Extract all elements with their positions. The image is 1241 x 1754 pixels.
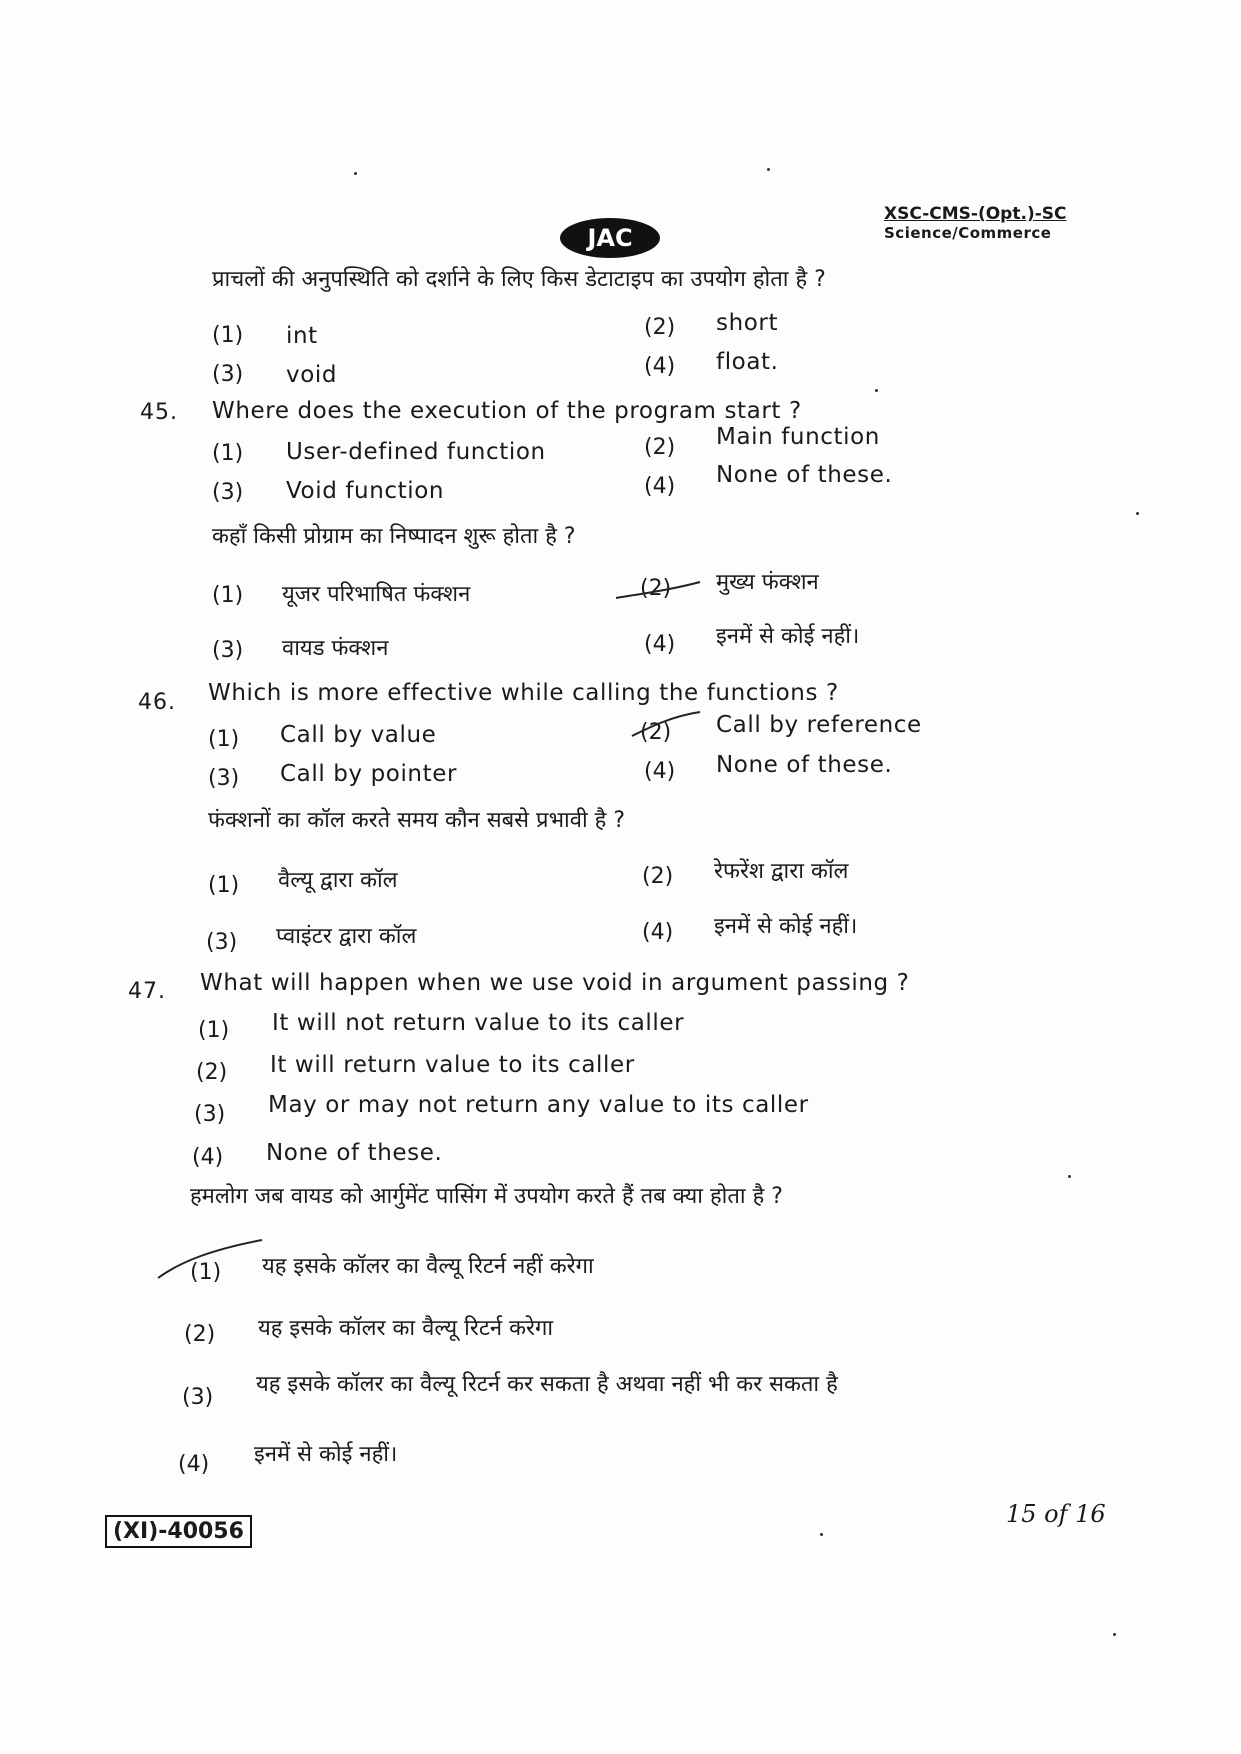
- q46-question-en: Which is more effective while calling the functions ?: [208, 680, 839, 706]
- q44-opt2-num: (2): [644, 315, 676, 340]
- q46-en-opt3-text: Call by pointer: [280, 761, 458, 787]
- q47-number: 47.: [128, 979, 166, 1004]
- q45-number: 45.: [140, 400, 178, 425]
- q44-opt4-num: (4): [644, 354, 676, 379]
- q45-question-en: Where does the execution of the program start ?: [212, 398, 802, 424]
- q47-question-en: What will happen when we use void in argument passing ?: [200, 970, 910, 996]
- q47-en-opt2-num: (2): [196, 1060, 228, 1085]
- scan-speck: [820, 1533, 823, 1536]
- q46-hi-opt1-num: (1): [208, 873, 240, 898]
- q47-hi-opt2-text: यह इसके कॉलर का वैल्यू रिटर्न करेगा: [258, 1316, 554, 1341]
- q46-en-opt3-num: (3): [208, 766, 240, 791]
- q46-hi-opt4-num: (4): [642, 920, 674, 945]
- q47-en-opt4-num: (4): [192, 1145, 224, 1170]
- q45-check-mark: [616, 582, 700, 598]
- q46-en-opt4-text: None of these.: [716, 752, 893, 778]
- q45-en-opt3-text: Void function: [286, 478, 445, 504]
- page-number: 15 of 16: [1006, 1500, 1106, 1528]
- q47-hi-opt1-text: यह इसके कॉलर का वैल्यू रिटर्न नहीं करेगा: [262, 1254, 594, 1279]
- scan-speck: [767, 168, 770, 171]
- q44-opt1-num: (1): [212, 323, 244, 348]
- q45-question-hi: कहाँ किसी प्रोग्राम का निष्पादन शुरू होता है ?: [212, 524, 576, 549]
- q45-en-opt4-text: None of these.: [716, 462, 893, 488]
- q47-question-hi: हमलोग जब वायड को आर्गुमेंट पासिंग में उपयोग करते हैं तब क्या होता है ?: [190, 1184, 783, 1209]
- q44-opt4-text: float.: [716, 349, 779, 375]
- q45-en-opt1-num: (1): [212, 441, 244, 466]
- q46-hi-opt2-num: (2): [642, 864, 674, 889]
- q46-question-hi: फंक्शनों का कॉल करते समय कौन सबसे प्रभावी है ?: [208, 808, 626, 833]
- q46-hi-opt4-text: इनमें से कोई नहीं।: [714, 914, 858, 939]
- scan-speck: [1136, 512, 1139, 515]
- q45-hi-opt2-text: मुख्य फंक्शन: [716, 570, 819, 595]
- q46-en-opt1-num: (1): [208, 727, 240, 752]
- q45-en-opt2-text: Main function: [716, 424, 880, 450]
- q46-check-mark: [632, 712, 700, 736]
- q45-hi-opt3-text: वायड फंक्शन: [282, 636, 389, 661]
- q47-en-opt1-text: It will not return value to its caller: [272, 1010, 685, 1036]
- scan-speck: [875, 389, 878, 392]
- q45-en-opt1-text: User-defined function: [286, 439, 546, 465]
- q46-number: 46.: [138, 690, 176, 715]
- q44-hindi-question: प्राचलों की अनुपस्थिति को दर्शाने के लिए किस डेटाटाइप का उपयोग होता है ?: [212, 267, 826, 292]
- q47-hi-opt3-text: यह इसके कॉलर का वैल्यू रिटर्न कर सकता है अथवा नहीं भी कर सकता है: [256, 1372, 838, 1397]
- q45-hi-opt1-num: (1): [212, 583, 244, 608]
- scan-speck: [1068, 1175, 1071, 1178]
- q47-en-opt3-num: (3): [194, 1102, 226, 1127]
- q47-en-opt1-num: (1): [198, 1018, 230, 1043]
- q45-hi-opt1-text: यूजर परिभाषित फंक्शन: [282, 582, 471, 607]
- q46-hi-opt1-text: वैल्यू द्वारा कॉल: [278, 868, 398, 893]
- q46-en-opt2-text: Call by reference: [716, 712, 922, 738]
- q45-hi-opt4-text: इनमें से कोई नहीं।: [716, 624, 860, 649]
- q44-opt1-text: int: [286, 323, 318, 349]
- q44-opt3-num: (3): [212, 362, 244, 387]
- q47-en-opt4-text: None of these.: [266, 1140, 443, 1166]
- scan-speck: [1113, 1633, 1116, 1636]
- scan-speck: [354, 172, 357, 175]
- q45-hi-opt3-num: (3): [212, 638, 244, 663]
- jac-logo: JAC: [560, 218, 660, 258]
- q47-hi-opt1-num: (1): [190, 1260, 222, 1285]
- q45-en-opt3-num: (3): [212, 480, 244, 505]
- q47-hi-opt4-num: (4): [178, 1452, 210, 1477]
- q45-hi-opt4-num: (4): [644, 632, 676, 657]
- q46-en-opt2-num: (2): [640, 720, 672, 745]
- q47-hi-opt2-num: (2): [184, 1322, 216, 1347]
- q44-opt2-text: short: [716, 310, 779, 336]
- q45-en-opt4-num: (4): [644, 474, 676, 499]
- q47-en-opt3-text: May or may not return any value to its caller: [268, 1092, 809, 1118]
- q47-en-opt2-text: It will return value to its caller: [270, 1052, 635, 1078]
- q47-hi-opt4-text: इनमें से कोई नहीं।: [254, 1442, 398, 1467]
- q46-hi-opt3-num: (3): [206, 930, 238, 955]
- q44-opt3-text: void: [286, 362, 338, 388]
- q46-hi-opt3-text: प्वाइंटर द्वारा कॉल: [276, 924, 417, 949]
- q45-hi-opt2-num: (2): [640, 576, 672, 601]
- paper-code-box: (XI)-40056: [105, 1515, 252, 1548]
- q47-hi-opt3-num: (3): [182, 1385, 214, 1410]
- q46-hi-opt2-text: रेफरेंश द्वारा कॉल: [714, 859, 849, 884]
- stream-label: Science/Commerce: [884, 224, 1052, 242]
- paper-series-code: XSC-CMS-(Opt.)-SC: [884, 204, 1067, 224]
- q47-check-mark: [158, 1240, 262, 1278]
- q45-en-opt2-num: (2): [644, 435, 676, 460]
- q46-en-opt1-text: Call by value: [280, 722, 437, 748]
- q46-en-opt4-num: (4): [644, 759, 676, 784]
